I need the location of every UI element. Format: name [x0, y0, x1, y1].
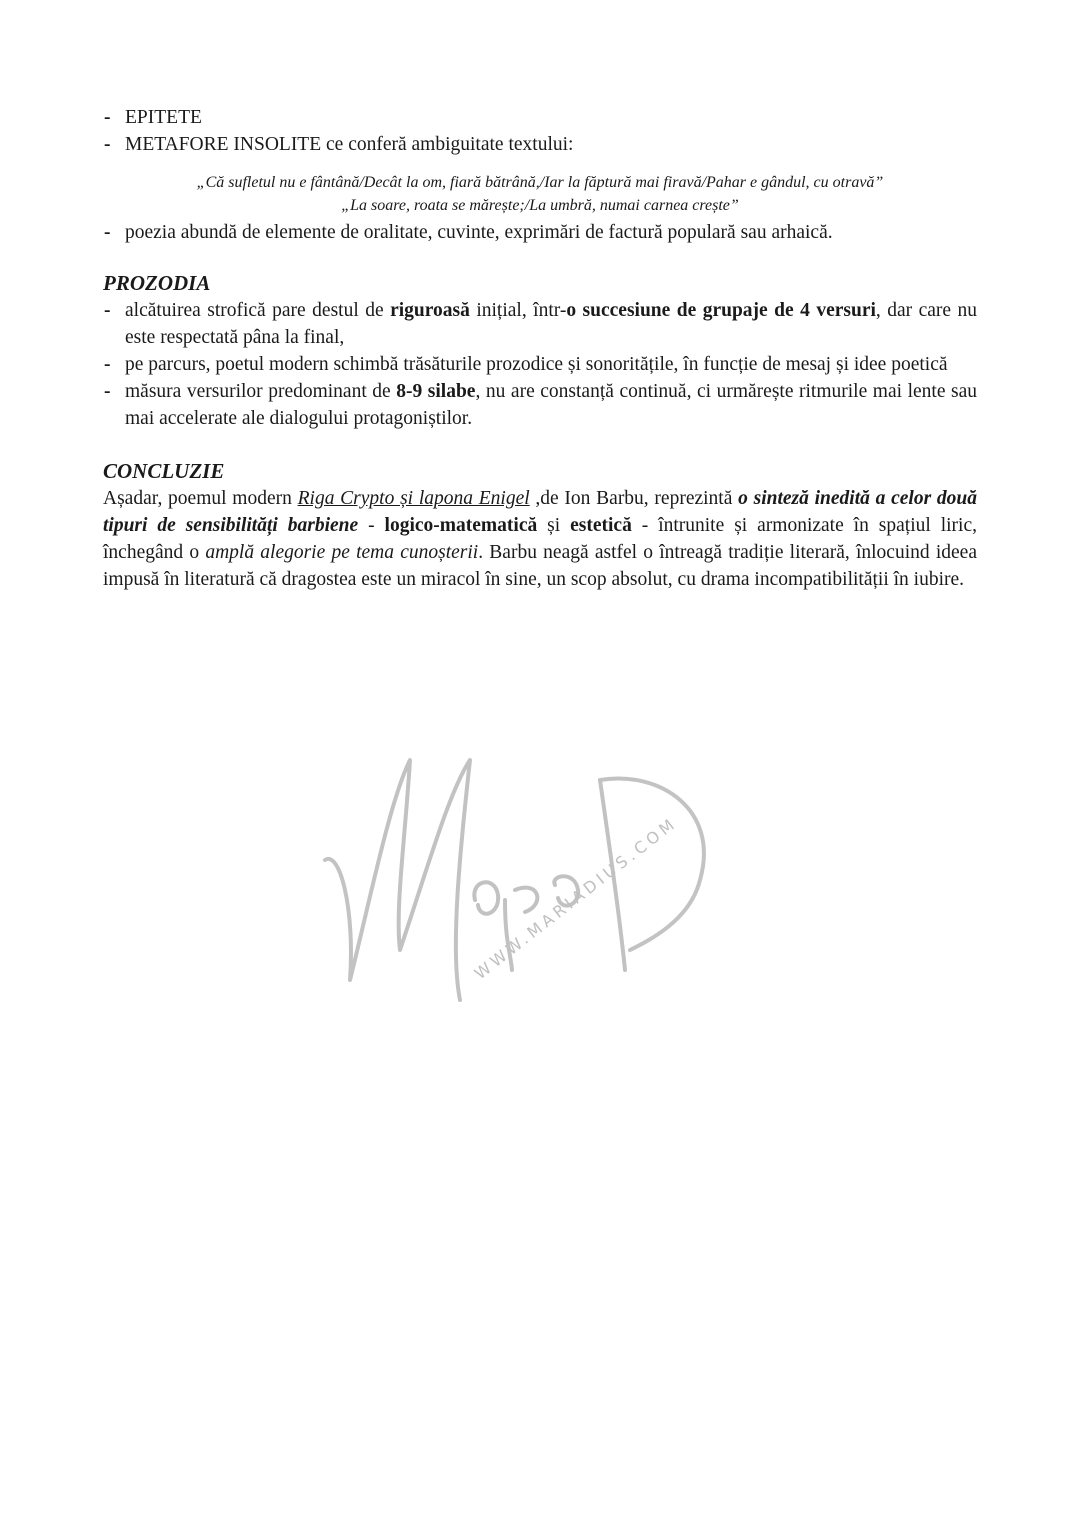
- text-run: Așadar, poemul modern: [103, 488, 298, 509]
- list-item: [103, 378, 977, 432]
- text-run: ,de Ion Barbu, reprezintă: [529, 488, 739, 509]
- text-run: inițial, într-: [469, 300, 567, 321]
- watermark-url: WWW.MARIADIUS.COM: [470, 813, 681, 984]
- text-run: - întrunite și armonizate în spațiul liric, închegând o: [103, 515, 977, 563]
- signature-strokes: [325, 760, 704, 1000]
- signature-watermark: [300, 650, 820, 1030]
- document-content: [103, 104, 977, 593]
- bold-run: riguroasă: [390, 300, 470, 321]
- figures-list: [103, 104, 977, 158]
- text-run: . Barbu neagă astfel o întreagă tradiție literară, înlocuind ideea impusă în literatură că dragostea este un miracol în sine, un scop absolut, cu drama incompatibilității în iubire.: [103, 542, 977, 590]
- quote-line: „La soare, roata se mărește;/La umbră, numai carnea crește”: [341, 197, 739, 214]
- work-title: Riga Crypto și lapona Enigel: [297, 488, 530, 509]
- text-run: pe parcurs, poetul modern schimbă trăsăturile prozodice și sonoritățile, în funcție de mesaj și idee poetică: [125, 354, 948, 375]
- list-item-text: METAFORE INSOLITE ce conferă ambiguitate textului:: [125, 134, 574, 155]
- list-item-oralitate: [103, 219, 977, 246]
- section-heading: CONCLUZIE: [103, 459, 225, 483]
- list-item-text: EPITETE: [125, 107, 202, 128]
- orality-list: [103, 219, 977, 246]
- text-run: , nu are constanță continuă, ci urmărește ritmurile mai lente sau mai accelerate ale dialogului protagoniștilor.: [125, 381, 978, 429]
- quoted-verses: [103, 171, 977, 217]
- list-item-epitete: [103, 104, 977, 131]
- bold-run: 8-9 silabe: [396, 381, 476, 402]
- section-concluzie: [103, 458, 977, 593]
- section-heading: PROZODIA: [103, 271, 211, 295]
- list-item-text: poezia abundă de elemente de oralitate, cuvinte, exprimări de factură populară sau arhaică.: [125, 222, 833, 243]
- list-item-metafore: [103, 131, 977, 158]
- text-run: alcătuirea strofică pare destul de: [125, 300, 391, 321]
- section-prozodia: [103, 270, 977, 432]
- prozodia-list: [103, 297, 977, 432]
- italic-run: amplă alegorie pe tema cunoșterii: [205, 542, 479, 563]
- text-run: , dar care nu este respectată pâna la final,: [125, 300, 977, 348]
- quote-line: „Că sufletul nu e fântână/Decât la om, fiară bătrână,/Iar la făptură mai firavă/Pahar e gândul, cu otravă”: [196, 174, 884, 191]
- conclusion-paragraph: [103, 485, 977, 593]
- text-run: măsura versurilor predominant de: [125, 381, 397, 402]
- bold-italic-run: o sinteză inedită a celor două tipuri de sensibilități barbiene: [103, 488, 977, 536]
- bold-run: estetică: [570, 515, 632, 536]
- list-item: [103, 297, 977, 351]
- text-run: -: [358, 515, 385, 536]
- bold-run: o succesiune de grupaje de 4 versuri: [566, 300, 876, 321]
- bold-run: logico-matematică: [384, 515, 538, 536]
- text-run: și: [537, 515, 571, 536]
- list-item: [103, 351, 977, 378]
